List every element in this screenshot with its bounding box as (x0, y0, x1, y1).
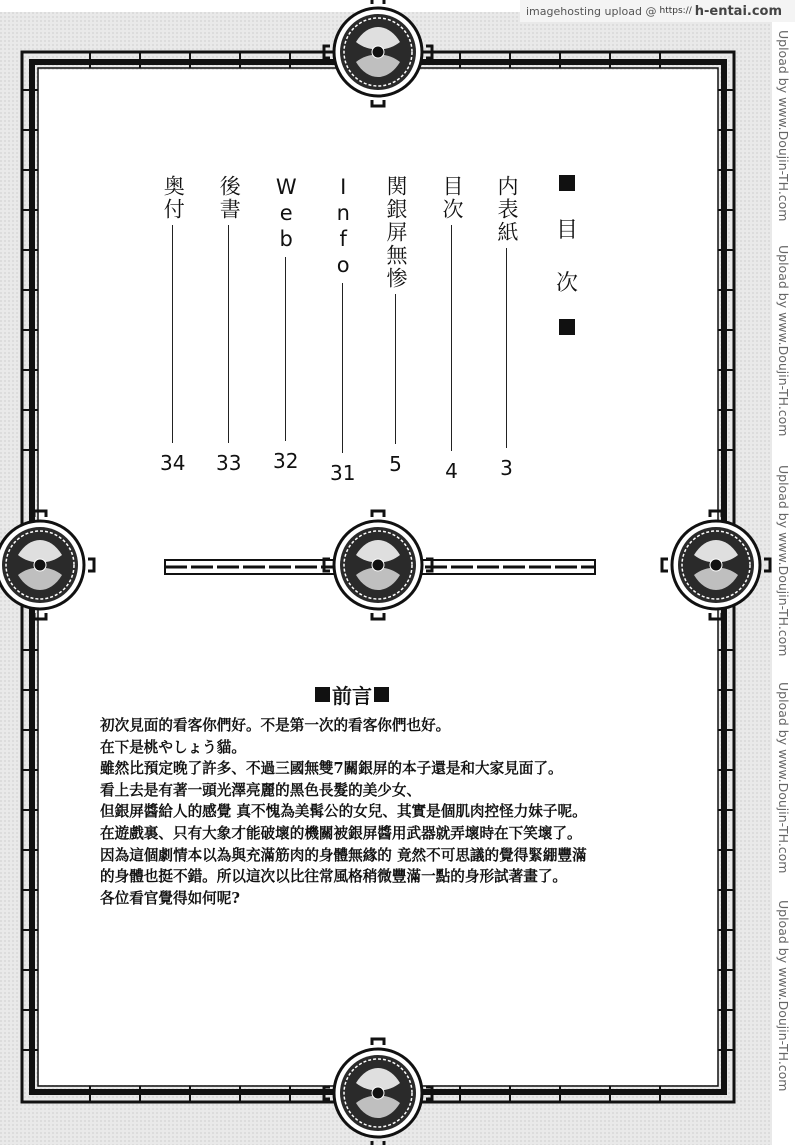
preface-line: 雖然比預定晚了許多、不過三國無雙7關銀屏的本子還是和大家見面了。 (100, 760, 563, 778)
toc-entry[interactable] (385, 175, 406, 476)
watermark-text: Upload by www.Doujin-TH.com (776, 900, 791, 1092)
toc-entry[interactable] (441, 175, 462, 483)
toc-entry-label: 関銀屏無惨 (384, 175, 408, 290)
black-square-icon (374, 687, 389, 702)
toc-entry-label: Info (331, 175, 356, 279)
preface-line: 初次見面的看客你們好。不是第一次的看客你們也好。 (100, 717, 451, 734)
toc-entry-page: 4 (445, 459, 458, 483)
preface-line: 各位看官覺得如何呢? (100, 889, 240, 907)
toc-leader-line (285, 257, 286, 441)
preface-line: 在下是桃やしょう貓。 (100, 738, 246, 756)
toc-entry-label: 内表紙 (495, 175, 519, 244)
toc-entry[interactable] (216, 175, 241, 475)
preface-line: 在遊戲裏、只有大象才能破壞的機關被銀屏醬用武器就弄壞時在下笑壞了。 (100, 824, 582, 842)
black-square-icon (559, 319, 575, 335)
toc-entry[interactable] (273, 175, 298, 473)
toc-leader-line (506, 248, 507, 448)
preface-line: 因為這個劇情本以為與充滿筋肉的身體無緣的 竟然不可思議的覺得緊綳豐滿 (100, 846, 587, 864)
toc-title (553, 175, 581, 385)
preface-title-text: 前言 (332, 684, 372, 708)
hosting-link-text[interactable]: https:// (659, 6, 692, 16)
toc-leader-line (172, 225, 173, 443)
hosting-domain[interactable]: h-entai.com (694, 3, 783, 19)
hosting-site-text: imagehosting upload @ (526, 4, 657, 18)
toc-leader-line (395, 294, 396, 444)
preface-line: 但銀屏醬給人的感覺 真不愧為美髯公的女兒、其實是個肌肉控怪力妹子呢。 (100, 803, 587, 821)
toc-entry[interactable] (160, 175, 185, 475)
toc-title-char: 次 (555, 271, 578, 296)
toc-entry-page: 34 (160, 451, 186, 475)
toc-leader-line (342, 283, 343, 453)
toc-entry[interactable] (496, 175, 517, 480)
toc-entry-page: 32 (273, 449, 299, 473)
toc-leader-line (228, 225, 229, 443)
toc-title-char: 目 (555, 218, 578, 243)
toc-entry-label: 奥付 (161, 175, 186, 221)
toc-entry-page: 31 (330, 461, 356, 485)
toc-entry-page: 5 (389, 452, 402, 476)
toc-entry-label: 目次 (440, 175, 464, 221)
toc-entry-page: 33 (216, 451, 242, 475)
toc-entry-label: 後書 (217, 175, 242, 221)
preface-title (315, 680, 700, 709)
black-square-icon (315, 687, 330, 702)
toc-entry-page: 3 (500, 456, 513, 480)
preface-line: 看上去是有著一頭光澤亮麗的黑色長髮的美少女、 (100, 781, 422, 799)
preface-section (100, 680, 700, 909)
watermark-text: Upload by www.Doujin-TH.com (776, 682, 791, 874)
preface-line: 的身體也挺不錯。所以這次以比往常風格稍微豐滿一點的身形試著畫了。 (100, 868, 568, 886)
watermark-column (772, 20, 795, 1145)
watermark-text: Upload by www.Doujin-TH.com (776, 465, 791, 657)
toc-leader-line (451, 225, 452, 451)
watermark-text: Upload by www.Doujin-TH.com (776, 245, 791, 437)
toc-entry[interactable] (330, 175, 355, 485)
black-square-icon (559, 175, 575, 191)
toc-entry-label: Web (274, 175, 299, 253)
watermark-text: Upload by www.Doujin-TH.com (776, 30, 791, 222)
hosting-header (520, 0, 795, 22)
